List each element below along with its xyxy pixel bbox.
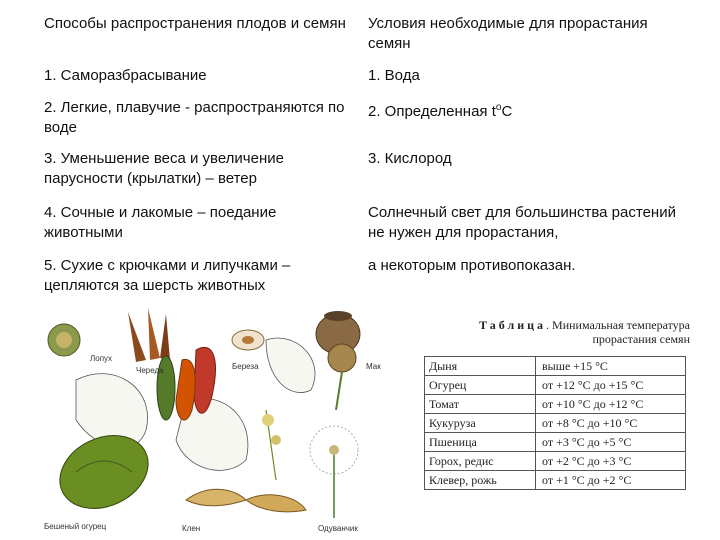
crop-name: Пшеница bbox=[425, 433, 536, 452]
table-row bbox=[425, 395, 686, 414]
label-mak: Мак bbox=[366, 362, 381, 371]
min-temperature: от +3 °С до +5 °С bbox=[536, 433, 686, 452]
temperature-grid bbox=[424, 356, 686, 490]
poppy-capsule-2 bbox=[328, 344, 356, 372]
dandelion-center bbox=[329, 445, 339, 455]
degree-superscript: о bbox=[495, 102, 502, 113]
label-beshenyi-ogurets: Бешеный огурец bbox=[44, 522, 107, 531]
crop-name: Томат bbox=[425, 395, 536, 414]
left-item-3: 3. Уменьшение веса и увеличение парусности (крылатки) – ветер bbox=[44, 150, 284, 187]
min-temperature: выше +15 °С bbox=[536, 357, 686, 376]
flower-bud-1 bbox=[262, 414, 274, 426]
poppy-stem bbox=[336, 372, 342, 410]
table-title-label: Таблица bbox=[479, 318, 547, 332]
min-temperature: от +1 °С до +2 °С bbox=[536, 471, 686, 490]
label-lopukh: Лопух bbox=[90, 354, 113, 363]
left-column-header: Способы распространения плодов и семян bbox=[44, 15, 346, 32]
right-item-2 bbox=[368, 98, 688, 122]
right-note-contraindicated: а некоторым противопоказан. bbox=[368, 257, 576, 274]
birch-leaf-outline bbox=[266, 338, 315, 393]
bidens-seed-2 bbox=[148, 308, 160, 360]
left-item-4: 4. Сочные и лакомые – поедание животными bbox=[44, 204, 277, 241]
bidens-seed-1 bbox=[128, 312, 146, 362]
min-temperature: от +10 °С до +12 °С bbox=[536, 395, 686, 414]
label-oduvanchik: Одуванчик bbox=[318, 524, 358, 533]
maple-wing-1 bbox=[186, 489, 246, 505]
poppy-cap bbox=[324, 311, 352, 321]
birch-seed-core bbox=[242, 336, 254, 344]
right-note-sunlight: Солнечный свет для большинства растений не нужен для прорастания, bbox=[368, 204, 676, 241]
table-row bbox=[425, 433, 686, 452]
germination-temperature-table bbox=[412, 318, 696, 490]
maple-wing-2 bbox=[246, 495, 306, 512]
table-title-text: . Минимальная температура прорастания семян bbox=[546, 318, 690, 346]
label-chereda: Череда bbox=[136, 366, 164, 375]
crop-name: Дыня bbox=[425, 357, 536, 376]
min-temperature: от +2 °С до +3 °С bbox=[536, 452, 686, 471]
crop-name: Огурец bbox=[425, 376, 536, 395]
celsius-unit: С bbox=[501, 103, 513, 120]
left-item-2: 2. Легкие, плавучие - распространяются по воде bbox=[44, 99, 345, 136]
label-bereza: Береза bbox=[232, 362, 259, 371]
right-column-header: Условия необходимые для прорастания семян bbox=[368, 15, 648, 52]
right-item-3: 3. Кислород bbox=[368, 150, 452, 167]
burdock-center bbox=[56, 332, 72, 348]
right-item-2-text: 2. Определенная t bbox=[368, 103, 496, 120]
crop-name: Горох, редис bbox=[425, 452, 536, 471]
right-item-1: 1. Вода bbox=[368, 67, 420, 84]
crop-name: Кукуруза bbox=[425, 414, 536, 433]
min-temperature: от +8 °С до +10 °С bbox=[536, 414, 686, 433]
table-row bbox=[425, 471, 686, 490]
table-row bbox=[425, 376, 686, 395]
table-title bbox=[412, 318, 696, 346]
left-item-5: 5. Сухие с крючками и липучками – цепляются за шерсть животных bbox=[44, 257, 291, 294]
min-temperature: от +12 °С до +15 °С bbox=[536, 376, 686, 395]
table-row bbox=[425, 414, 686, 433]
crop-name: Клевер, рожь bbox=[425, 471, 536, 490]
seed-dispersal-drawing bbox=[36, 300, 400, 536]
bidens-seed-3 bbox=[160, 314, 170, 360]
left-item-1: 1. Саморазбрасывание bbox=[44, 67, 207, 84]
table-row bbox=[425, 452, 686, 471]
table-row bbox=[425, 357, 686, 376]
flower-bud-2 bbox=[271, 435, 281, 445]
seed-dispersal-illustration bbox=[36, 300, 400, 536]
label-klen: Клен bbox=[182, 524, 201, 533]
